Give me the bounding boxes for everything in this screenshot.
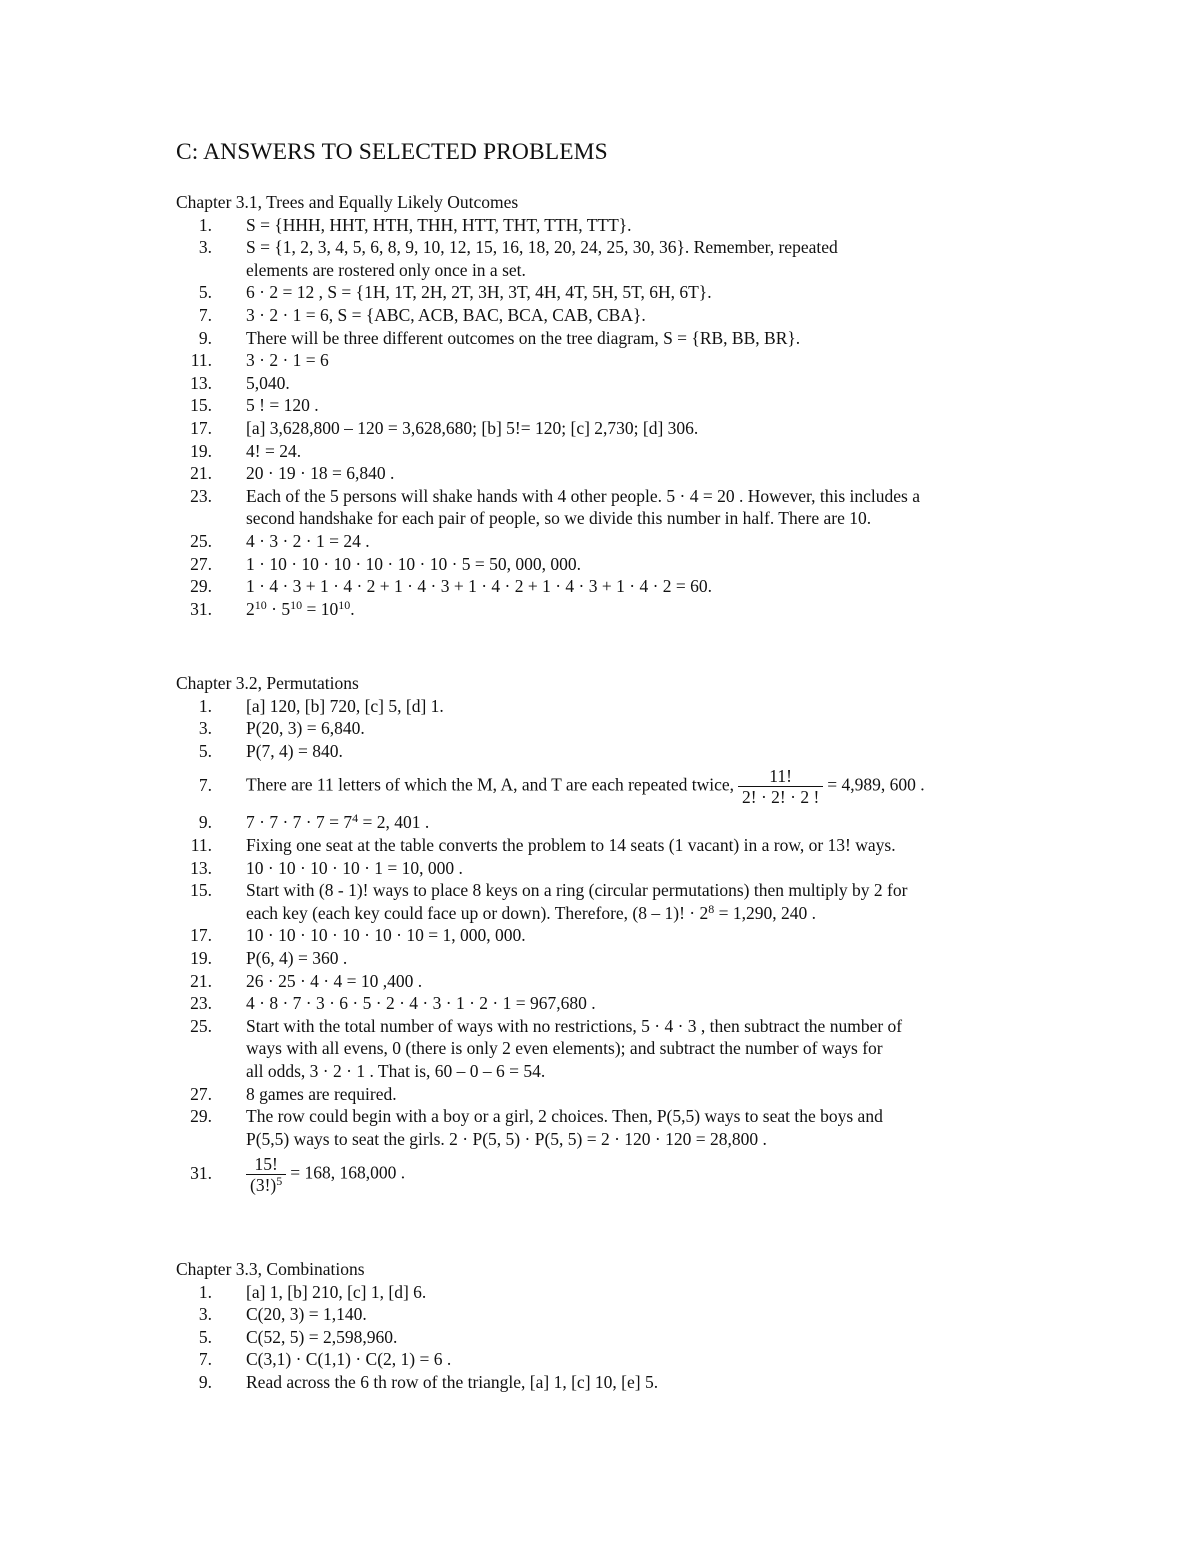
item-text: 1 · 4 · 3 + 1 · 4 · 2 + 1 · 4 · 3 + 1 · 4 · 2 + 1 · 4 · 3 + 1 · 4 · 2 = 60.	[246, 576, 713, 597]
equals-10: = 10	[302, 598, 339, 619]
answer-item	[176, 947, 1076, 970]
item-text	[246, 598, 1076, 621]
item-text: [a] 3,628,800 – 120 = 3,628,680; [b] 5!= 120; [c] 2,730; [d] 306.	[246, 417, 699, 438]
item-number: 9.	[198, 327, 212, 348]
answer-item	[176, 1128, 1076, 1151]
answer-item	[176, 394, 1076, 417]
answer-item	[176, 834, 1076, 857]
exponent: 8	[708, 901, 715, 916]
item-text: 6 · 2 = 12 , S = {1H, 1T, 2H, 2T, 3H, 3T, 4H, 4T, 5H, 5T, 6H, 6T}.	[246, 282, 712, 303]
item-number: 29.	[190, 1106, 212, 1127]
answer-item	[176, 372, 1076, 395]
item-text: S = {1, 2, 3, 4, 5, 6, 8, 9, 10, 12, 15, 16, 18, 20, 24, 25, 30, 36}. Remember, repeated	[246, 237, 838, 258]
answer-item	[176, 1083, 1076, 1106]
section-heading: Chapter 3.1, Trees and Equally Likely Outcomes	[176, 192, 519, 212]
answer-item	[176, 717, 1076, 740]
answer-item	[176, 349, 1076, 372]
item-number: 3.	[198, 237, 212, 258]
answer-item	[176, 695, 1076, 718]
item-text: ways with all evens, 0 (there is only 2 even elements); and subtract the number of ways for	[246, 1038, 883, 1059]
answer-item	[176, 236, 1076, 259]
answer-item	[176, 440, 1076, 463]
item-text: all odds, 3 · 2 · 1 . That is, 60 – 0 – 6 = 54.	[246, 1060, 546, 1081]
item-text: Fixing one seat at the table converts the problem to 14 seats (1 vacant) in a row, or 13! ways.	[246, 834, 896, 855]
item-text: 8 games are required.	[246, 1083, 397, 1104]
numerator: 15!	[254, 1154, 278, 1175]
item-number: 27.	[190, 553, 212, 574]
answer-item	[176, 1105, 1076, 1128]
exponent: 10	[338, 597, 351, 612]
item-number: 11.	[190, 350, 212, 371]
answer-item	[176, 417, 1076, 440]
item-number: 23.	[190, 993, 212, 1014]
answer-item	[176, 1150, 1076, 1199]
answer-item	[176, 1281, 1076, 1304]
item-number: 3.	[198, 718, 212, 739]
item-text: Start with the total number of ways with no restrictions, 5 · 4 · 3 , then subtract the number of	[246, 1015, 903, 1036]
item-text: P(20, 3) = 6,840.	[246, 718, 365, 739]
answer-item	[176, 507, 1076, 530]
item-text	[246, 1154, 1076, 1195]
item-number: 1.	[198, 214, 212, 235]
dot-5: · 5	[266, 598, 291, 619]
item-text: 10 · 10 · 10 · 10 · 10 · 10 = 1, 000, 000.	[246, 925, 526, 946]
answer-item	[176, 281, 1076, 304]
exponent: 5	[276, 1174, 283, 1189]
item-number: 17.	[190, 417, 212, 438]
item-number: 23.	[190, 485, 212, 506]
item-text: P(7, 4) = 840.	[246, 740, 343, 761]
item-text: The row could begin with a boy or a girl, 2 choices. Then, P(5,5) ways to seat the boys and	[246, 1106, 883, 1127]
expression: 7 · 7 · 7 · 7 = 7	[246, 812, 353, 833]
item-number: 9.	[198, 812, 212, 833]
section-chapter-3-3	[176, 1258, 1076, 1394]
item-number: 3.	[198, 1304, 212, 1325]
section-chapter-3-1	[176, 191, 1076, 620]
item-number: 1.	[198, 695, 212, 716]
item-number: 11.	[190, 834, 212, 855]
answer-item	[176, 214, 1076, 237]
item-text: 4! = 24.	[246, 440, 302, 461]
period: .	[350, 598, 355, 619]
answer-item	[176, 924, 1076, 947]
item-text: 5,040.	[246, 372, 290, 393]
denominator: 2! · 2! · 2 !	[738, 786, 823, 807]
item-number: 5.	[198, 740, 212, 761]
numerator: 11!	[769, 766, 792, 787]
item-text: C(52, 5) = 2,598,960.	[246, 1326, 398, 1347]
item-text: 1 · 10 · 10 · 10 · 10 · 10 · 10 · 5 = 50, 000, 000.	[246, 553, 582, 574]
result: = 1,290, 240 .	[714, 902, 816, 923]
answer-item	[176, 598, 1076, 621]
item-number: 5.	[198, 282, 212, 303]
answer-item	[176, 485, 1076, 508]
item-number: 29.	[190, 576, 212, 597]
exponent: 10	[254, 597, 267, 612]
item-number: 7.	[198, 304, 212, 325]
item-text: C(20, 3) = 1,140.	[246, 1304, 367, 1325]
item-text: [a] 1, [b] 210, [c] 1, [d] 6.	[246, 1281, 427, 1302]
item-number: 9.	[198, 1371, 212, 1392]
item-number: 27.	[190, 1083, 212, 1104]
item-text: 10 · 10 · 10 · 10 · 1 = 10, 000 .	[246, 857, 463, 878]
answer-item	[176, 1037, 1076, 1060]
item-number: 13.	[190, 857, 212, 878]
fraction	[738, 766, 823, 807]
item-number: 25.	[190, 1015, 212, 1036]
answer-item	[176, 553, 1076, 576]
answer-item	[176, 462, 1076, 485]
item-text: 3 · 2 · 1 = 6, S = {ABC, ACB, BAC, BCA, CAB, CBA}.	[246, 304, 646, 325]
item-number: 15.	[190, 395, 212, 416]
item-text: 26 · 25 · 4 · 4 = 10 ,400 .	[246, 970, 423, 991]
answer-item	[176, 879, 1076, 902]
item-text: Each of the 5 persons will shake hands with 4 other people. 5 · 4 = 20 . However, this includes a	[246, 485, 921, 506]
answer-item	[176, 1060, 1076, 1083]
item-number: 25.	[190, 530, 212, 551]
exponent: 4	[352, 811, 359, 826]
answer-item	[176, 530, 1076, 553]
answer-item	[176, 902, 1076, 925]
base-2: 2	[246, 598, 255, 619]
result: = 2, 401 .	[358, 812, 430, 833]
answer-item	[176, 304, 1076, 327]
answer-item	[176, 740, 1076, 763]
denominator-base: (3!)	[250, 1175, 277, 1196]
item-number: 7.	[198, 1349, 212, 1370]
denominator	[246, 1174, 286, 1195]
expression: each key (each key could face up or down). Therefore, (8 – 1)! · 2	[246, 902, 709, 923]
answer-item	[176, 1326, 1076, 1349]
answer-item	[176, 857, 1076, 880]
item-text: There will be three different outcomes on the tree diagram, S = {RB, BB, BR}.	[246, 327, 801, 348]
answer-item	[176, 762, 1076, 811]
section-chapter-3-2	[176, 672, 1076, 1199]
exponent: 10	[290, 597, 303, 612]
item-text: 4 · 3 · 2 · 1 = 24 .	[246, 530, 370, 551]
item-text: second handshake for each pair of people, so we divide this number in half. There are 10.	[246, 508, 872, 529]
item-number: 19.	[190, 947, 212, 968]
item-text: Start with (8 - 1)! ways to place 8 keys on a ring (circular permutations) then multiply by 2 for	[246, 880, 908, 901]
page-title: C: ANSWERS TO SELECTED PROBLEMS	[176, 139, 608, 165]
item-text: Read across the 6 th row of the triangle, [a] 1, [c] 10, [e] 5.	[246, 1371, 659, 1392]
item-text: 3 · 2 · 1 = 6	[246, 350, 329, 371]
answer-item	[176, 327, 1076, 350]
answer-item	[176, 970, 1076, 993]
result: = 4,989, 600 .	[827, 774, 925, 795]
item-text: 5 ! = 120 .	[246, 395, 319, 416]
answer-item	[176, 1015, 1076, 1038]
section-heading: Chapter 3.3, Combinations	[176, 1259, 365, 1279]
answer-item	[176, 811, 1076, 834]
result: = 168, 168,000 .	[290, 1162, 406, 1183]
item-text	[246, 811, 1076, 834]
item-number: 19.	[190, 440, 212, 461]
answer-item	[176, 259, 1076, 282]
item-7-text: There are 11 letters of which the M, A, and T are each repeated twice,	[246, 774, 735, 795]
item-number: 15.	[190, 880, 212, 901]
item-text: P(6, 4) = 360 .	[246, 947, 348, 968]
section-heading: Chapter 3.2, Permutations	[176, 673, 359, 693]
item-text: 4 · 8 · 7 · 3 · 6 · 5 · 2 · 4 · 3 · 1 · 2 · 1 = 967,680 .	[246, 993, 596, 1014]
item-number: 21.	[190, 970, 212, 991]
item-number: 13.	[190, 372, 212, 393]
item-number: 17.	[190, 925, 212, 946]
answer-item	[176, 575, 1076, 598]
answer-item	[176, 1371, 1076, 1394]
item-text	[246, 902, 1076, 925]
answer-item	[176, 1303, 1076, 1326]
item-number: 31.	[190, 1163, 212, 1184]
item-number: 1.	[198, 1281, 212, 1302]
item-number: 21.	[190, 463, 212, 484]
item-text	[246, 766, 1076, 807]
item-text: 20 · 19 · 18 = 6,840 .	[246, 463, 395, 484]
fraction	[246, 1154, 286, 1195]
item-text: elements are rostered only once in a set.	[246, 259, 526, 280]
answer-item	[176, 992, 1076, 1015]
item-number: 31.	[190, 598, 212, 619]
item-number: 7.	[198, 775, 212, 796]
item-text: P(5,5) ways to seat the girls. 2 · P(5, 5) · P(5, 5) = 2 · 120 · 120 = 28,800 .	[246, 1128, 767, 1149]
item-text: C(3,1) · C(1,1) · C(2, 1) = 6 .	[246, 1349, 452, 1370]
item-text: S = {HHH, HHT, HTH, THH, HTT, THT, TTH, TTT}.	[246, 214, 632, 235]
item-text: [a] 120, [b] 720, [c] 5, [d] 1.	[246, 695, 444, 716]
item-number: 5.	[198, 1326, 212, 1347]
answer-item	[176, 1348, 1076, 1371]
